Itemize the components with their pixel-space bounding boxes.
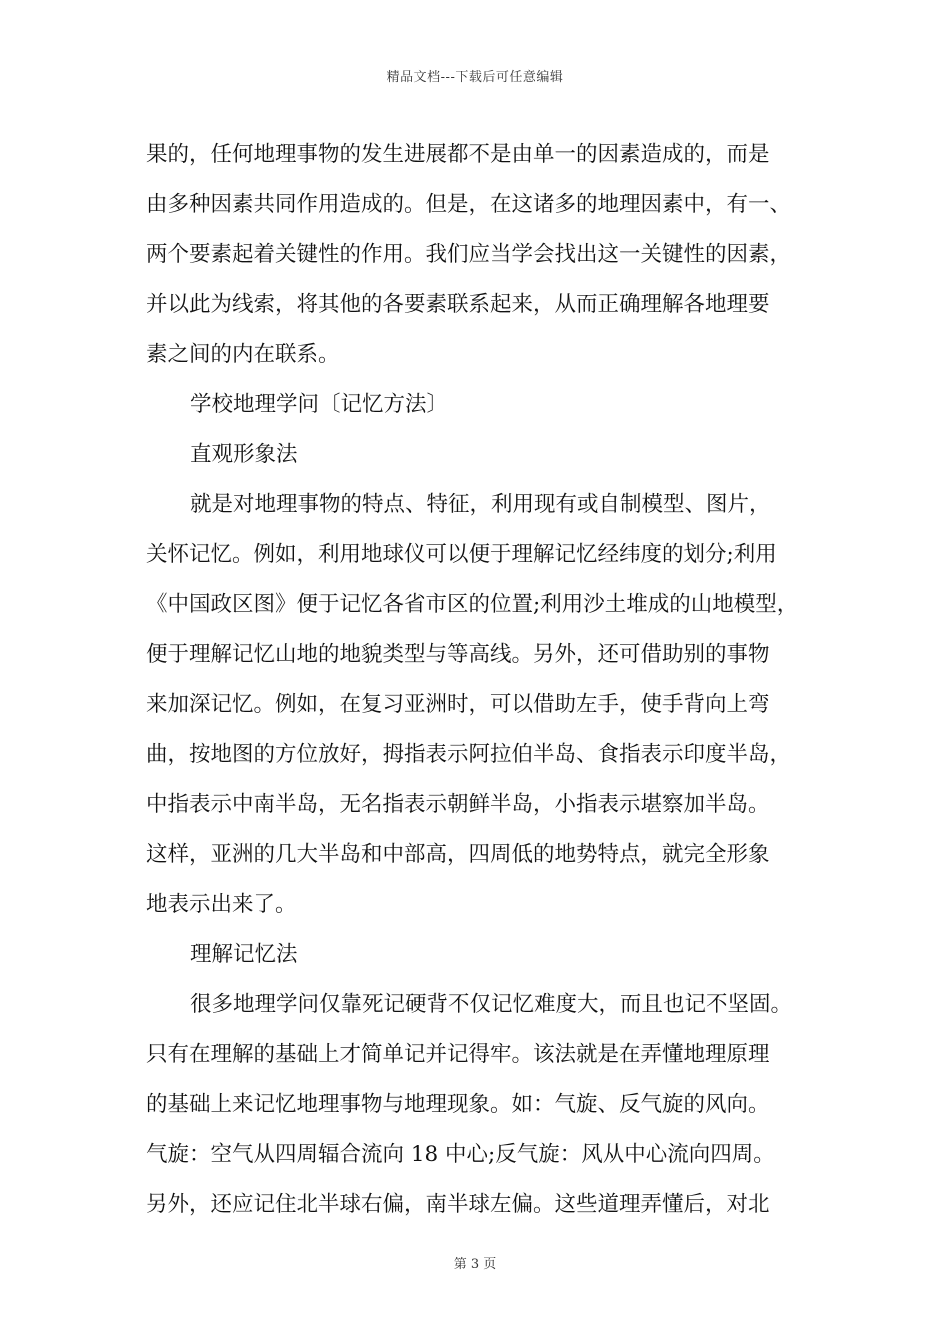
body-line: 另外，还应记住北半球右偏，南半球左偏。这些道理弄懂后，对北 [146, 1192, 770, 1217]
section-heading: 理解记忆法 [190, 942, 298, 967]
body-line: 地表示出来了。 [146, 892, 297, 917]
paragraph-first-line: 很多地理学问仅靠死记硬背不仅记忆难度大，而且也记不坚固。 [190, 992, 793, 1017]
body-line: 只有在理解的基础上才简单记并记得牢。该法就是在弄懂地理原理 [146, 1042, 770, 1067]
section-heading: 直观形象法 [190, 442, 298, 467]
body-line: 关怀记忆。例如，利用地球仪可以便于理解记忆经纬度的划分;利用 [146, 542, 777, 567]
body-line: 便于理解记忆山地的地貌类型与等高线。另外，还可借助别的事物 [146, 642, 770, 667]
page-header: 精品文档---下载后可任意编辑 [386, 70, 564, 85]
body-line: 中指表示中南半岛，无名指表示朝鲜半岛，小指表示堪察加半岛。 [146, 792, 770, 817]
body-line: 曲，按地图的方位放好，拇指表示阿拉伯半岛、食指表示印度半岛， [146, 742, 792, 767]
section-heading: 学校地理学问〔记忆方法〕 [190, 392, 449, 417]
body-line: 这样，亚洲的几大半岛和中部高，四周低的地势特点，就完全形象 [146, 842, 770, 867]
body-line: 两个要素起着关键性的作用。我们应当学会找出这一关键性的因素， [146, 242, 792, 267]
body-line: 《中国政区图》便于记忆各省市区的位置;利用沙土堆成的山地模型， [146, 592, 799, 617]
body-line: 素之间的内在联系。 [146, 342, 340, 367]
body-line: 来加深记忆。例如，在复习亚洲时，可以借助左手，使手背向上弯 [146, 692, 770, 717]
document-body [146, 130, 816, 1230]
body-line: 的基础上来记忆地理事物与地理现象。如：气旋、反气旋的风向。 [146, 1092, 770, 1117]
body-line: 由多种因素共同作用造成的。但是，在这诸多的地理因素中，有一、 [146, 192, 792, 217]
body-line: 并以此为线索，将其他的各要素联系起来，从而正确理解各地理要 [146, 292, 770, 317]
body-line: 果的，任何地理事物的发生进展都不是由单一的因素造成的，而是 [146, 142, 770, 167]
paragraph-first-line: 就是对地理事物的特点、特征，利用现有或自制模型、图片， [190, 492, 771, 517]
page-number: 第 3 页 [453, 1257, 497, 1272]
body-line: 气旋：空气从四周辐合流向 18 中心;反气旋：风从中心流向四周。 [146, 1142, 775, 1167]
